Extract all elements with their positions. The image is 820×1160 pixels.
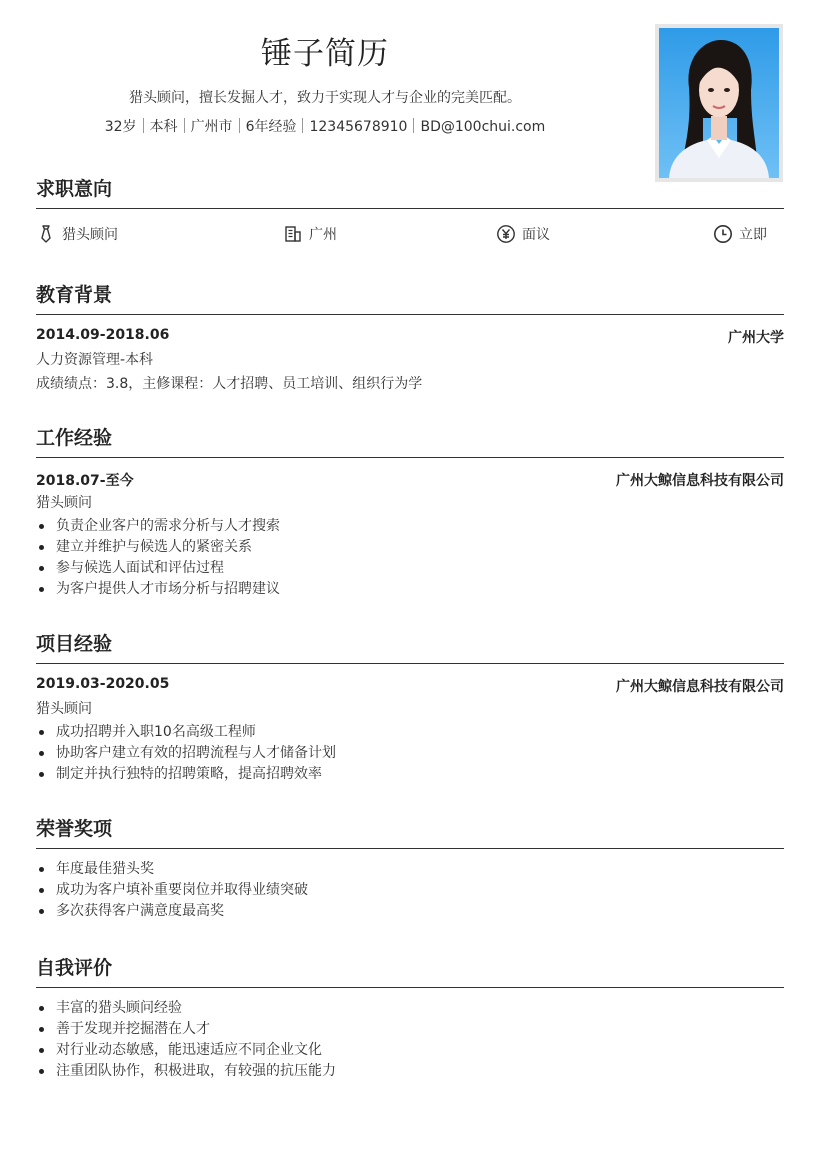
intention-salary — [496, 221, 550, 247]
list-item — [36, 880, 784, 901]
education-school: 广州大学 — [728, 330, 784, 346]
info-email: BD@100chui.com — [420, 119, 546, 135]
section-divider — [36, 208, 784, 209]
tie-icon — [36, 224, 56, 244]
bullet-dot — [39, 909, 44, 914]
section-divider — [36, 848, 784, 849]
section-title: 教育背景 — [36, 284, 113, 306]
info-city: 广州市 — [190, 119, 233, 135]
intention-availability — [713, 221, 767, 247]
info-experience: 6年经验 — [245, 119, 297, 135]
bullet-dot — [39, 751, 44, 756]
list-item-text: 建立并维护与候选人的紧密关系 — [56, 539, 252, 555]
section-divider — [36, 663, 784, 664]
list-item-text: 为客户提供人才市场分析与招聘建议 — [56, 581, 280, 597]
list-item-text: 负责企业客户的需求分析与人才搜索 — [56, 518, 280, 534]
bullet-dot — [39, 566, 44, 571]
list-item — [36, 1040, 784, 1061]
list-item-text: 多次获得客户满意度最高奖 — [56, 903, 224, 919]
section-project-experience — [36, 629, 784, 785]
list-item-text: 参与候选人面试和评估过程 — [56, 560, 224, 576]
section-title: 自我评价 — [36, 957, 113, 979]
section-title: 求职意向 — [36, 178, 113, 200]
info-divider — [302, 118, 303, 133]
education-date: 2014.09-2018.06 — [36, 327, 170, 343]
intention-row — [36, 221, 784, 251]
section-work-experience — [36, 423, 784, 600]
list-item — [36, 998, 784, 1019]
list-item — [36, 859, 784, 880]
list-item — [36, 537, 784, 558]
info-phone: 12345678910 — [309, 119, 408, 135]
section-job-intention — [36, 174, 784, 251]
bullet-dot — [39, 888, 44, 893]
list-item — [36, 722, 784, 743]
list-item — [36, 764, 784, 785]
list-item — [36, 743, 784, 764]
list-item-text: 成功招聘并入职10名高级工程师 — [56, 724, 256, 740]
info-divider — [413, 118, 414, 133]
info-divider — [143, 118, 144, 133]
project-role: 猎头顾问 — [36, 701, 92, 717]
project-bullets — [36, 722, 784, 785]
section-title: 项目经验 — [36, 633, 113, 655]
education-major: 人力资源管理-本科 — [36, 352, 154, 368]
yen-icon — [496, 224, 516, 244]
intention-city — [283, 221, 337, 247]
list-item — [36, 516, 784, 537]
portrait-image — [659, 28, 779, 178]
list-item — [36, 901, 784, 922]
section-title: 工作经验 — [36, 427, 113, 449]
project-date: 2019.03-2020.05 — [36, 676, 170, 692]
self-bullets — [36, 998, 784, 1082]
list-item-text: 年度最佳猎头奖 — [56, 861, 154, 877]
section-honors — [36, 814, 784, 922]
bullet-dot — [39, 587, 44, 592]
section-title: 荣誉奖项 — [36, 818, 113, 840]
work-entry-head — [36, 470, 784, 492]
profile-photo — [655, 24, 783, 182]
education-detail: 成绩绩点：3.8，主修课程：人才招聘、员工培训、组织行为学 — [36, 376, 423, 392]
work-bullets — [36, 516, 784, 600]
bullet-dot — [39, 730, 44, 735]
list-item-text: 制定并执行独特的招聘策略，提高招聘效率 — [56, 766, 322, 782]
bullet-dot — [39, 524, 44, 529]
list-item-text: 协助客户建立有效的招聘流程与人才储备计划 — [56, 745, 336, 761]
honors-bullets — [36, 859, 784, 922]
resume-name: 锤子简历 — [261, 36, 389, 72]
contact-info — [0, 116, 650, 136]
clock-icon — [713, 224, 733, 244]
intention-position-label: 猎头顾问 — [62, 227, 118, 243]
info-divider — [184, 118, 185, 133]
list-item-text: 注重团队协作，积极进取，有较强的抗压能力 — [56, 1063, 336, 1079]
section-divider — [36, 314, 784, 315]
resume-header — [0, 0, 820, 200]
list-item — [36, 558, 784, 579]
list-item — [36, 579, 784, 600]
project-entry-head — [36, 676, 784, 698]
bullet-dot — [39, 772, 44, 777]
list-item-text: 对行业动态敏感，能迅速适应不同企业文化 — [56, 1042, 322, 1058]
work-date: 2018.07-至今 — [36, 473, 134, 489]
section-divider — [36, 457, 784, 458]
bullet-dot — [39, 867, 44, 872]
list-item-text: 丰富的猎头顾问经验 — [56, 1000, 182, 1016]
intention-salary-label: 面议 — [522, 227, 550, 243]
work-role: 猎头顾问 — [36, 495, 92, 511]
bullet-dot — [39, 545, 44, 550]
list-item — [36, 1019, 784, 1040]
section-education — [36, 280, 784, 396]
info-divider — [239, 118, 240, 133]
list-item-text: 善于发现并挖掘潜在人才 — [56, 1021, 210, 1037]
list-item — [36, 1061, 784, 1082]
bullet-dot — [39, 1006, 44, 1011]
bullet-dot — [39, 1027, 44, 1032]
intention-position — [36, 221, 118, 247]
info-degree: 本科 — [149, 119, 178, 135]
intention-city-label: 广州 — [309, 227, 337, 243]
education-entry-head — [36, 327, 784, 349]
work-company: 广州大鲸信息科技有限公司 — [616, 473, 784, 489]
resume-tagline: 猎头顾问，擅长发掘人才，致力于实现人才与企业的完美匹配。 — [129, 90, 521, 106]
bullet-dot — [39, 1069, 44, 1074]
list-item-text: 成功为客户填补重要岗位并取得业绩突破 — [56, 882, 308, 898]
section-self-evaluation — [36, 953, 784, 1082]
bullet-dot — [39, 1048, 44, 1053]
project-company: 广州大鲸信息科技有限公司 — [616, 679, 784, 695]
intention-availability-label: 立即 — [739, 227, 767, 243]
section-divider — [36, 987, 784, 988]
building-icon — [283, 224, 303, 244]
info-age: 32岁 — [104, 119, 137, 135]
